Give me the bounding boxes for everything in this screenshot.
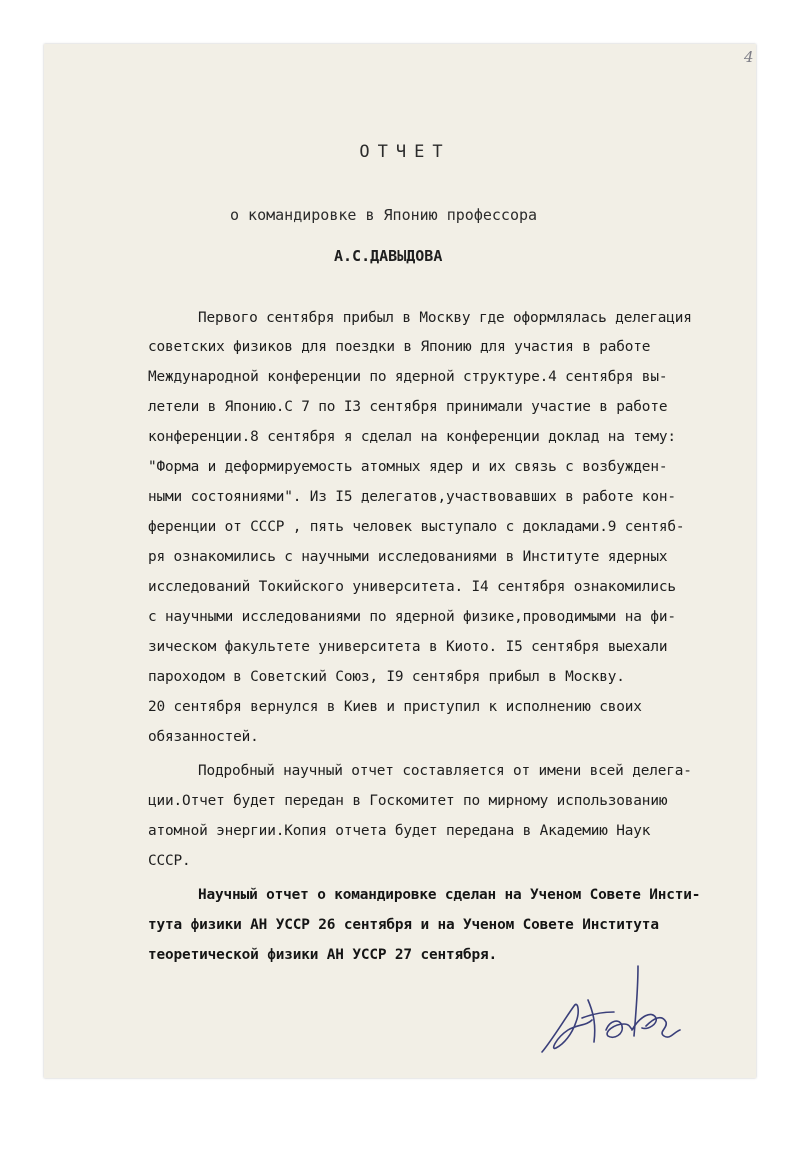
text-line: тута физики АН УССР 26 сентября и на Ученом Совете Института — [148, 917, 659, 933]
text-line: ря ознакомились с научными исследованиями в Институте ядерных — [148, 549, 668, 565]
page-number: 4 — [744, 48, 754, 66]
text-line: Научный отчет о командировке сделан на Ученом Совете Инсти- — [198, 887, 701, 903]
handwritten-signature — [534, 960, 694, 1064]
text-line: теоретической физики АН УССР 27 сентября. — [148, 947, 498, 963]
text-line: 20 сентября вернулся в Киев и приступил к исполнению своих — [148, 699, 642, 715]
text-line: ными состояниями". Из I5 делегатов,участвовавших в работе кон- — [148, 489, 676, 505]
document-page — [44, 44, 756, 1078]
text-line: ции.Отчет будет передан в Госкомитет по мирному использованию — [148, 793, 668, 809]
text-line: обязанностей. — [148, 729, 259, 745]
text-line: Международной конференции по ядерной структуре.4 сентября вы- — [148, 369, 668, 385]
text-line: летели в Японию.С 7 по I3 сентября принимали участие в работе — [148, 399, 668, 415]
text-line: исследований Токийского университета. I4 сентября ознакомились — [148, 579, 676, 595]
text-line: СССР. — [148, 853, 191, 869]
text-line: атомной энергии.Копия отчета будет передана в Академию Наук — [148, 823, 651, 839]
text-line: зическом факультете университета в Киото. I5 сентября выехали — [148, 639, 668, 655]
document-title: ОТЧЕТ — [359, 142, 451, 162]
text-line: конференции.8 сентября я сделал на конференции доклад на тему: — [148, 429, 676, 445]
author-name: А.С.ДАВЫДОВА — [334, 247, 443, 265]
text-line: "Форма и деформируемость атомных ядер и их связь с возбужден- — [148, 459, 668, 475]
text-line: Подробный научный отчет составляется от имени всей делега- — [198, 763, 692, 779]
text-line: ференции от СССР , пять человек выступало с докладами.9 сентяб- — [148, 519, 685, 535]
text-line: пароходом в Советский Союз, I9 сентября прибыл в Москву. — [148, 669, 625, 685]
text-line: советских физиков для поездки в Японию для участия в работе — [148, 339, 651, 355]
text-line: с научными исследованиями по ядерной физике,проводимыми на фи- — [148, 609, 676, 625]
document-subtitle: о командировке в Японию профессора — [230, 206, 538, 224]
text-line: Первого сентября прибыл в Москву где оформлялась делегация — [198, 310, 692, 326]
